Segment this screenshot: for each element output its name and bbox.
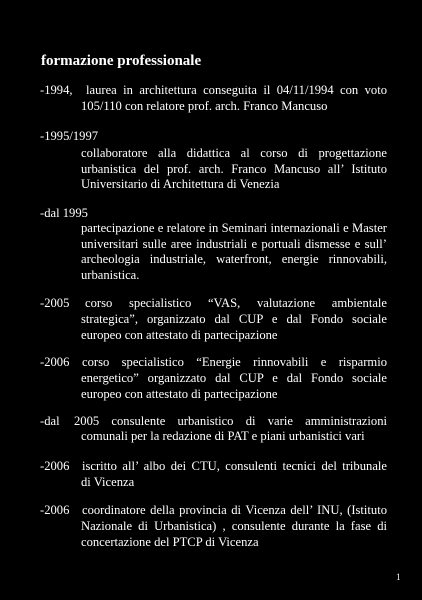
entry-text: partecipazione e relatore in Seminari internazionali e Master universitari sulle aree industriali e portuali dismesse e sull’ archeologia industriale, waterfront, energie rinnovabili, urbanistica.: [81, 221, 387, 282]
entry-date-1994: -1994,: [40, 83, 73, 97]
entry-text: strategica”, organizzato dal CUP e dal Fondo sociale europeo con attestato di partecipazione: [81, 312, 387, 342]
entry-date-2006: -2006: [40, 355, 70, 369]
entry-first-line: iscritto all’ albo dei CTU, consulenti tecnici del tribunale: [82, 459, 387, 473]
entry-first-line: corso specialistico “Energie rinnovabili e risparmio: [82, 355, 387, 369]
entry-text: 105/110 con relatore prof. arch. Franco Mancuso: [81, 99, 328, 113]
entry-text: Nazionale di Urbanistica) , consulente durante la fase di concertazione del PTCP di Vicenza: [81, 519, 387, 549]
entry-text: di Vicenza: [81, 475, 135, 489]
entry-date-dal: -dal: [40, 414, 60, 428]
entry-first-line: 2005 consulente urbanistico di varie amministrazioni: [74, 414, 387, 428]
entry-date-1995-1997: -1995/1997: [40, 129, 99, 143]
entry-date-dal-1995: -dal 1995: [40, 206, 88, 220]
section-title: formazione professionale: [41, 53, 202, 69]
entry-date-2005: -2005: [40, 296, 70, 310]
entry-first-line: corso specialistico “VAS, valutazione ambientale: [85, 296, 387, 310]
entry-text: energetico” organizzato dal CUP e dal Fondo sociale europeo con attestato di partecipazione: [81, 371, 387, 401]
page-number: 1: [396, 572, 401, 582]
entry-text: comunali per la redazione di PAT e piani urbanistici vari: [81, 429, 365, 443]
entry-first-line: coordinatore della provincia di Vicenza dell’ INU, (Istituto: [82, 503, 387, 517]
entry-date-2006: -2006: [40, 503, 70, 517]
entry-date-2006: -2006: [40, 459, 70, 473]
entry-first-line: laurea in architettura conseguita il 04/11/1994 con voto: [86, 83, 387, 97]
entry-text: collaboratore alla didattica al corso di progettazione urbanistica del prof. arch. Franco Mancuso all’ Istituto Universitario di Architettura di Venezia: [81, 146, 387, 191]
